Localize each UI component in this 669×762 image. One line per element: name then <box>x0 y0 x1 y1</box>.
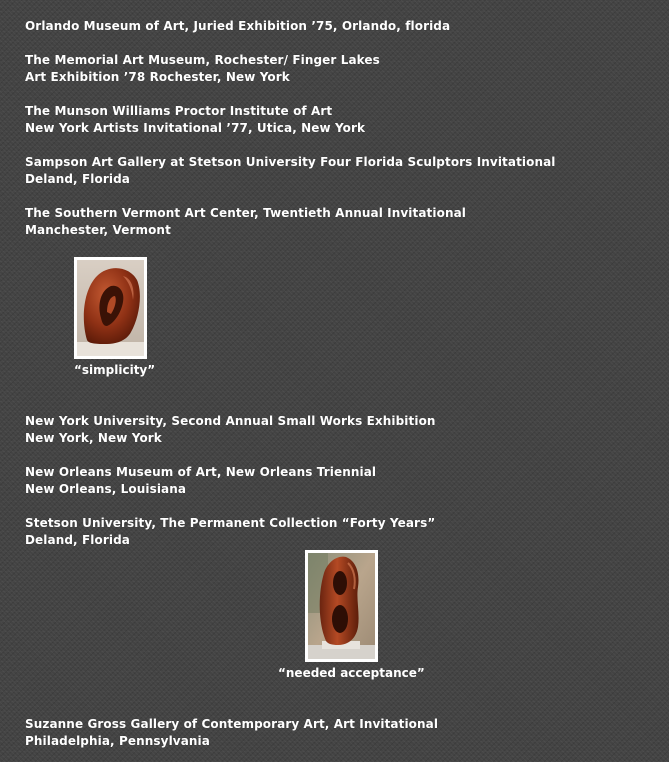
exhibition-entry <box>25 515 435 549</box>
exhibition-line: New Orleans Museum of Art, New Orleans Triennial <box>25 465 377 479</box>
exhibition-line: New Orleans, Louisiana <box>25 482 187 496</box>
exhibition-entry <box>25 103 365 137</box>
exhibition-line: The Southern Vermont Art Center, Twentieth Annual Invitational <box>25 206 467 220</box>
artwork-caption: “simplicity” <box>74 363 156 377</box>
sculpture-image-icon <box>77 260 144 356</box>
artwork-thumbnail-simplicity[interactable] <box>74 257 147 359</box>
exhibition-line: Suzanne Gross Gallery of Contemporary Art, Art Invitational <box>25 717 439 731</box>
exhibition-entry <box>25 716 438 750</box>
artwork-thumbnail-needed-acceptance[interactable] <box>305 550 378 662</box>
exhibition-line: Stetson University, The Permanent Collection “Forty Years” <box>25 516 436 530</box>
sculpture-image-icon <box>308 553 375 659</box>
exhibition-entry <box>25 464 376 498</box>
exhibition-line: Manchester, Vermont <box>25 223 171 237</box>
exhibition-line: Deland, Florida <box>25 533 130 547</box>
exhibition-entry <box>25 205 466 239</box>
exhibition-line: The Memorial Art Museum, Rochester/ Finger Lakes <box>25 53 380 67</box>
exhibition-line: Deland, Florida <box>25 172 130 186</box>
sculpture-photo <box>308 553 375 659</box>
exhibition-entry <box>25 52 380 86</box>
exhibition-entry <box>25 18 450 35</box>
exhibition-line: New York University, Second Annual Small Works Exhibition <box>25 414 436 428</box>
exhibition-line: New York, New York <box>25 431 162 445</box>
exhibition-entry <box>25 413 436 447</box>
sculpture-photo <box>77 260 144 356</box>
exhibition-line: Philadelphia, Pennsylvania <box>25 734 210 748</box>
exhibition-line: Orlando Museum of Art, Juried Exhibition ’75, Orlando, florida <box>25 19 451 33</box>
exhibition-line: New York Artists Invitational ’77, Utica, New York <box>25 121 366 135</box>
exhibition-line: Art Exhibition ’78 Rochester, New York <box>25 70 290 84</box>
exhibition-line: Sampson Art Gallery at Stetson University Four Florida Sculptors Invitational <box>25 155 556 169</box>
exhibition-entry <box>25 154 556 188</box>
artwork-caption: “needed acceptance” <box>278 666 425 680</box>
exhibition-line: The Munson Williams Proctor Institute of Art <box>25 104 333 118</box>
